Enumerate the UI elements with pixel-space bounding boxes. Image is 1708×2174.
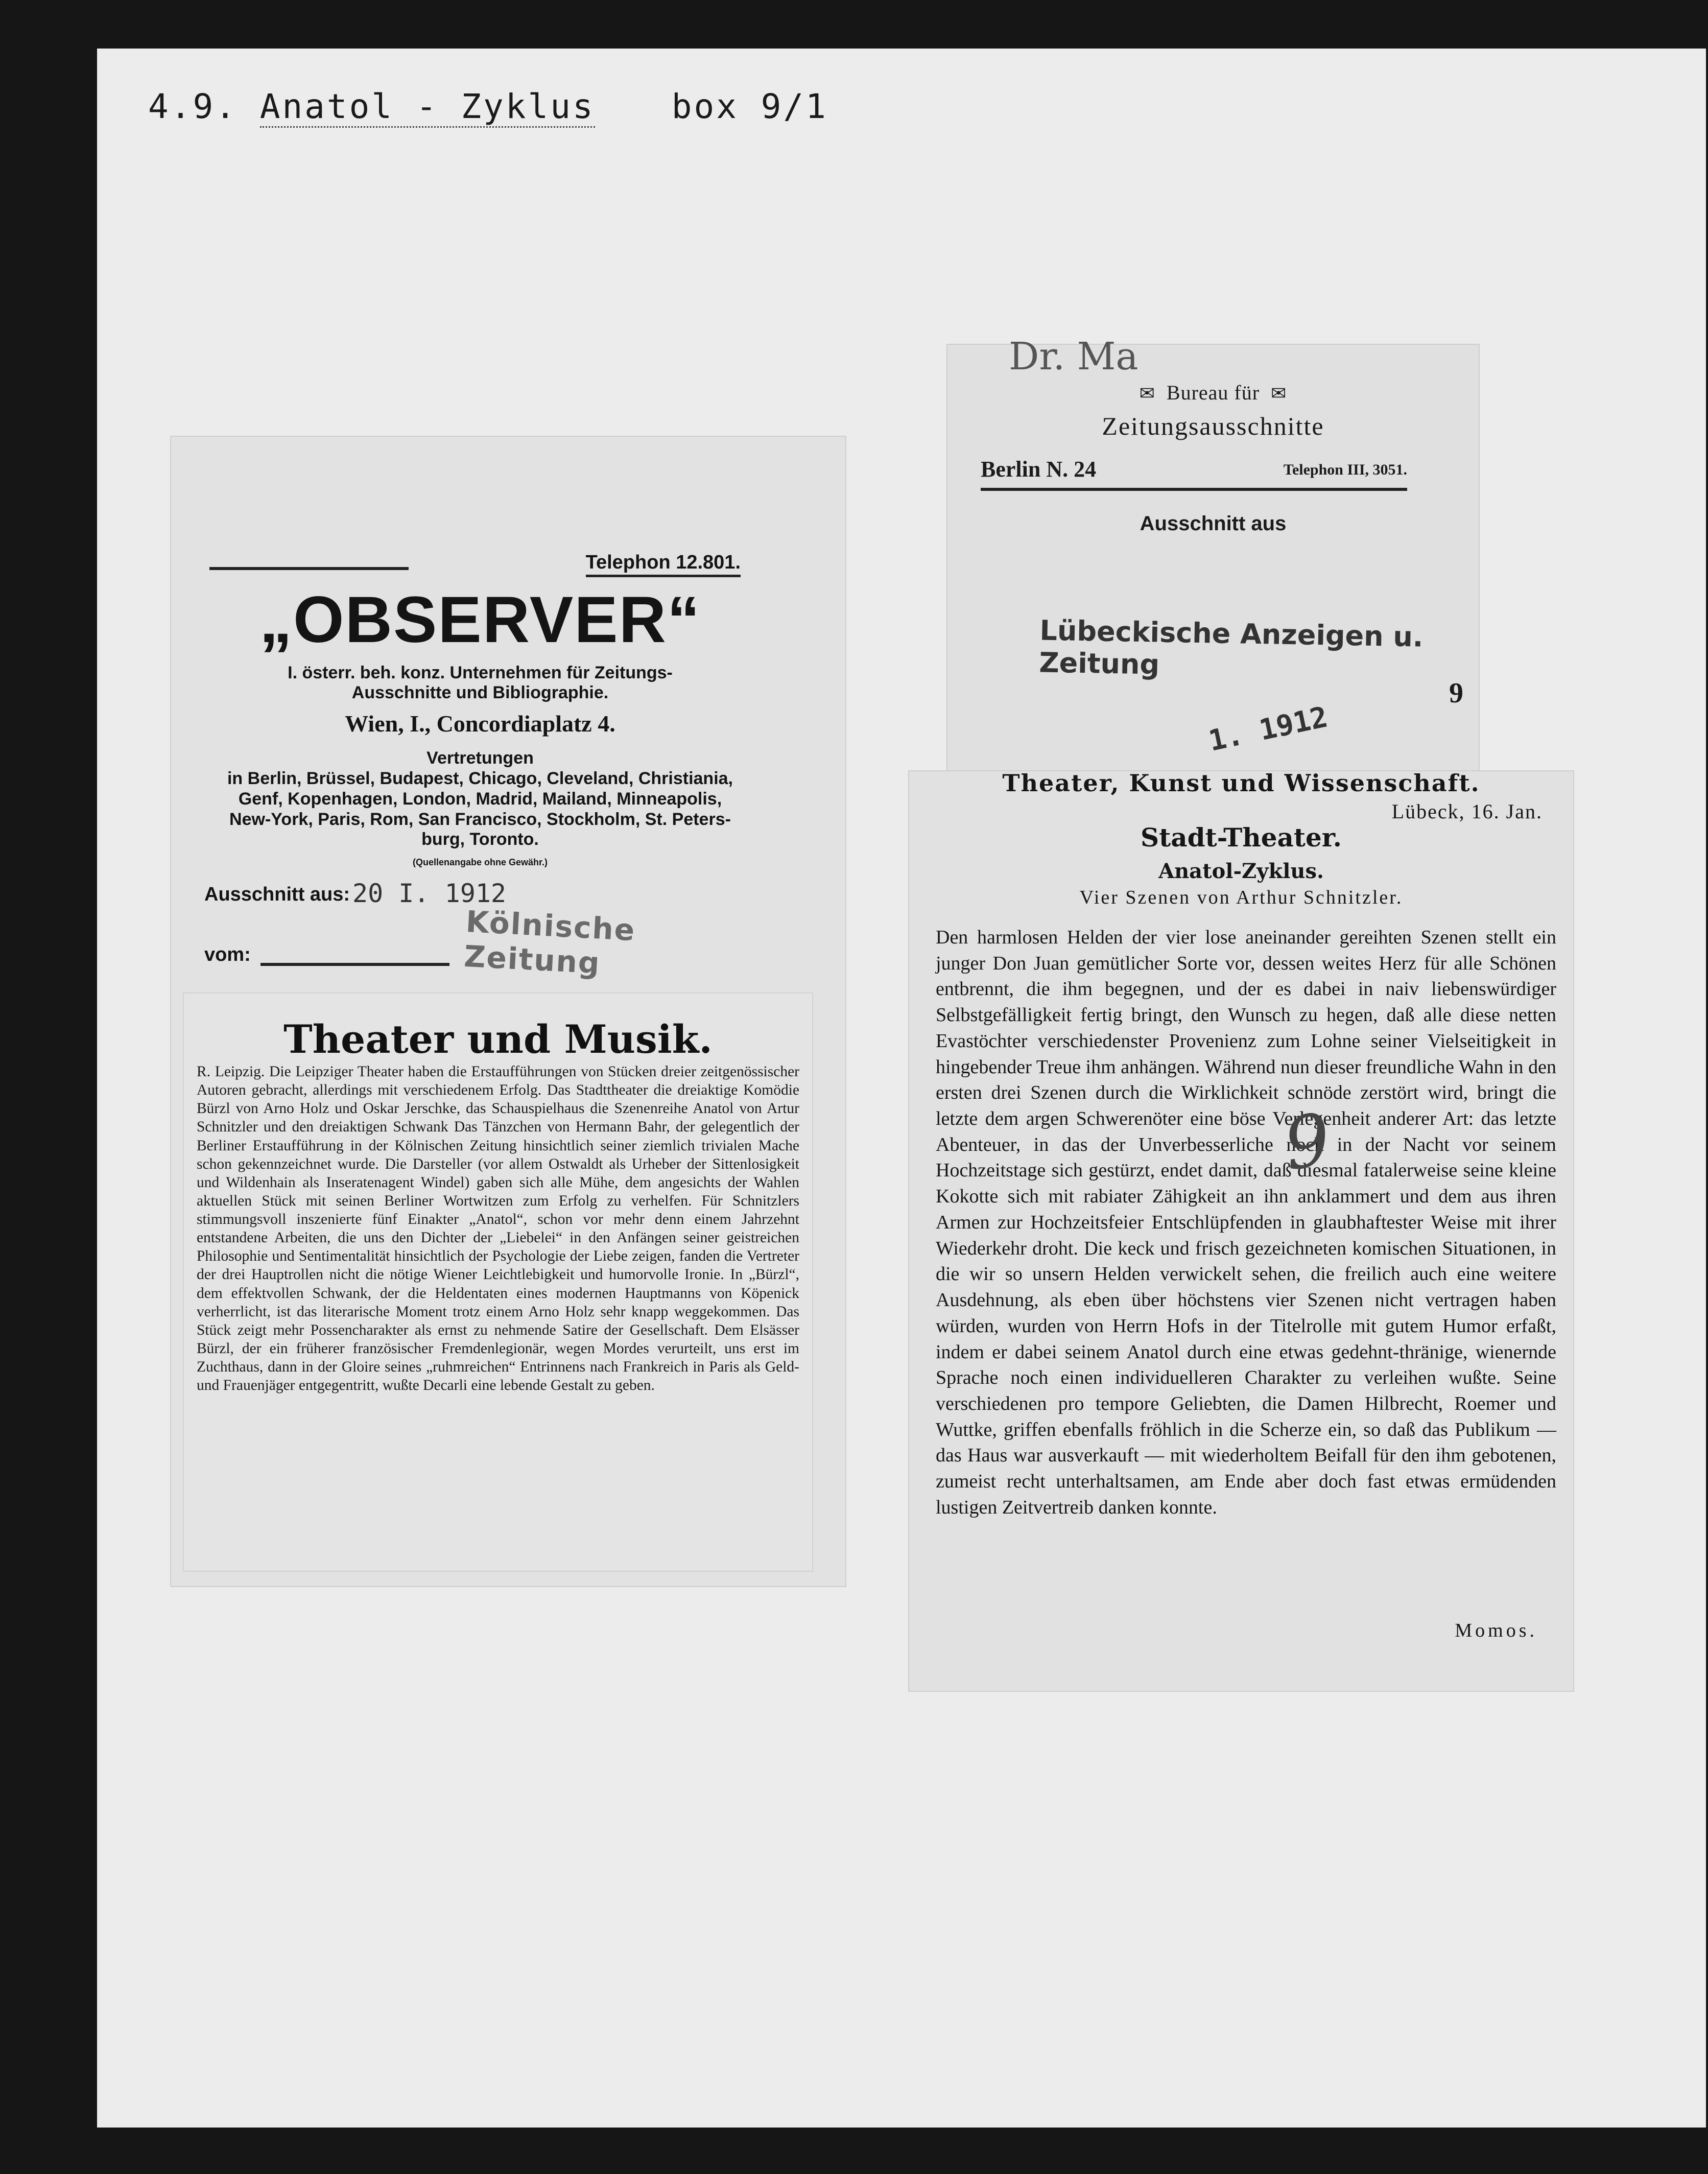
page-header [148, 87, 828, 126]
article-subtitle: Anatol-Zyklus. [1158, 859, 1324, 883]
series-title: Anatol - Zyklus [260, 87, 595, 128]
vertretungen-line: Genf, Kopenhagen, London, Madrid, Mailand, Minneapolis, [238, 789, 722, 809]
bureau-rule [981, 488, 1407, 491]
vertretungen-line: New-York, Paris, Rom, San Francisco, Stockholm, St. Peters- [229, 809, 731, 829]
article-body: R. Leipzig. Die Leipziger Theater haben die Erstaufführungen von Stücken dreier zeitgenössischer Autoren gebracht, allerdings mit verschiedenem Erfolg. Das Stadttheater die dreiaktige Komödie Bürzl von Arno Holz und Oskar Jerschke, das Schauspielhaus die Szenenreihe Anatol von Artur Schnitzler und den dreiaktigen Schwank Das Tänzchen von Hermann Bahr, der gelegentlich der Berliner Erstaufführung in der Kölnischen Zeitung hinsichtlich seiner ziemlich trivialen Mache schon gekennzeichnet wurde. Die Darsteller (vor allem Ostwaldt als Urheber der Sittenlosigkeit und Wildenhain als Inseratenagent Windel) gaben sich alle Mühe, dem angesichts der Wahlen aktuellen Stück mit seinen Berliner Wortwitzen zum Erfolg zu verhelfen. Für Schnitzlers stimmungsvoll inszenierte fünf Einakter „Anatol“, schon vor mehr denn einem Jahrzehnt entstandene Arbeiten, die uns den Dichter der „Liebelei“ in den Anfängen seiner geistreichen Philosophie und Sentimentalität hinsichtlich der Psychologie der Liebe zeigen, fanden die Vertreter der drei Hauptrollen nicht die nötige Wiener Leichtlebigkeit und humorvolle Ironie. In „Bürzl“, dem effektvollen Schwank, der die Heldentaten eines modernen Hauptmanns von Köpenick verherrlicht, ist das literarische Moment trotz einem Arno Holz sehr knapp weggekommen. Das Stück zeigt mehr Possencharakter als ernst zu nehmende Satire der Gesellschaft. Dem Elsässer Bürzl, der ein früherer französischer Fremdenlegionär, wegen Mordes verurteilt, uns erst im Zuchthaus, dann in der Gloire seines „ruhmreichen“ Entrinnens nach Frankreich in Paris als Geld- und Frauenjäger entgegentritt, wußte Decarli eine lebende Gestalt zu geben. [197, 1064, 799, 1394]
article-title: Theater und Musik. [283, 1017, 713, 1062]
vom-rule [260, 963, 449, 966]
vertretungen-line: burg, Toronto. [421, 830, 539, 849]
article-dateline: Lübeck, 16. Jan. [1391, 800, 1543, 823]
observer-slip [199, 552, 761, 981]
bureau-owner-name: Dr. Ma [1009, 335, 1138, 379]
observer-description-line: Ausschnitte und Bibliographie. [351, 683, 609, 703]
bureau-label-row [947, 381, 1479, 405]
vertretungen-list [204, 769, 756, 850]
article-title: Stadt-Theater. [1141, 822, 1342, 853]
bureau-title: Zeitungsausschnitte [1102, 412, 1324, 440]
bureau-slip [947, 335, 1479, 771]
vertretungen-heading: Vertretungen [426, 748, 534, 768]
vom-label: vom: [204, 944, 251, 965]
bureau-number: 9 [1449, 677, 1463, 709]
date-stamp: 1. 1912 [1205, 700, 1331, 758]
box-label: box 9/1 [671, 87, 828, 126]
newspaper-stamp: Kölnische Zeitung [463, 904, 636, 981]
vertretungen-line: in Berlin, Brüssel, Budapest, Chicago, Cleveland, Christiania, [227, 769, 733, 788]
right-newspaper-article [909, 771, 1573, 1691]
observer-address: Wien, I., Concordiaplatz 4. [345, 711, 615, 737]
ausschnitt-date: 20 I. 1912 [352, 879, 507, 908]
newspaper-stamp: Lübeckische Anzeigen u. Zeitung [1038, 614, 1424, 681]
article-section-heading: Theater, Kunst und Wissenschaft. [1002, 769, 1480, 797]
article-body: Den harmlosen Helden der vier lose aneinander gereihten Szenen stellt ein junger Don Juan gemütlicher Sorte vor, dessen weites Herz für alle Schönen entbrennt, die ihm begegnen, und der es dabei in naiv liebenswürdiger Selbstgefälligkeit fertig bringt, den Wunsch zu hegen, daß alle diese netten Evastöchter verschiedenster Provenienz zum Lohne seiner Vielseitigkeit in hingebender Treue ihm anhängen. Während nun dieser freundliche Wahn in den ersten drei Szenen durch die Wirklichkeit schnöde zerstört wird, bringt die letzte dem argen Schwerenöter eine böse Verlegenheit anderer Art: das letzte Abenteuer, in das der Unverbesserliche noch in der Nacht vor seinem Hochzeitstage sich gestürzt, endet damit, daß diesmal fatalerweise seine kleine Kokotte sich mit rabiater Zähigkeit an ihn anklammert und dem aus ihren Armen zur Hochzeitsfeier Entschlüpfenden in glaubhaftester Weise mit ihrer Wiederkehr droht. Die keck und frisch gezeichneten komischen Situationen, in die wir so unsern Helden verwickelt sehen, die freilich auch eine weitere Ausdehnung, als eben über höchstens vier Szenen nicht vertragen haben würden, wurden von Herrn Hofs in der Titelrolle mit gutem Humor erfaßt, indem er dabei seinem Anatol durch eine etwas gedehnt-thränige, wienernde Sprache noch einen individuelleren Charakter zu verleihen wußte. Seine verschiedenen pro tempore Geliebten, die Damen Hilbrecht, Roemer und Wuttke, griffen ebenfalls fröhlich in die Scherze ein, so daß das Publikum — das Haus war ausverkauft — mit wiederholtem Beifall für den ihm gebotenen, zumeist recht unterhaltsamen, am Ende aber doch fast etwas ermüdenden lustigen Zeitvertreib danken konnte. [936, 927, 1556, 1518]
bureau-ausschnitt-label: Ausschnitt aus [1140, 512, 1287, 535]
observer-name: „OBSERVER“ [259, 583, 701, 656]
series-number: 4.9. [148, 87, 238, 126]
bureau-city: Berlin N. 24 [981, 457, 1097, 482]
envelope-icon: ✉ [1139, 383, 1155, 404]
bureau-label: Bureau für [1166, 381, 1260, 404]
observer-description-line: I. österr. beh. konz. Unternehmen für Zeitungs- [288, 663, 673, 682]
pencil-annotation: 9 [1279, 1098, 1336, 1187]
ausschnitt-label: Ausschnitt aus: [204, 884, 350, 905]
bureau-telephone: Telephon III, 3051. [1283, 461, 1407, 478]
observer-description [199, 663, 761, 703]
left-newspaper-article [184, 994, 812, 1571]
article-byline: Vier Szenen von Arthur Schnitzler. [1079, 887, 1403, 908]
observer-top-rule [209, 567, 409, 570]
quellenangabe-note: (Quellenangabe ohne Gewähr.) [412, 857, 548, 867]
envelope-icon: ✉ [1271, 383, 1287, 404]
article-signature: Momos. [1455, 1620, 1537, 1641]
observer-telephone: Telephon 12.801. [586, 552, 741, 577]
